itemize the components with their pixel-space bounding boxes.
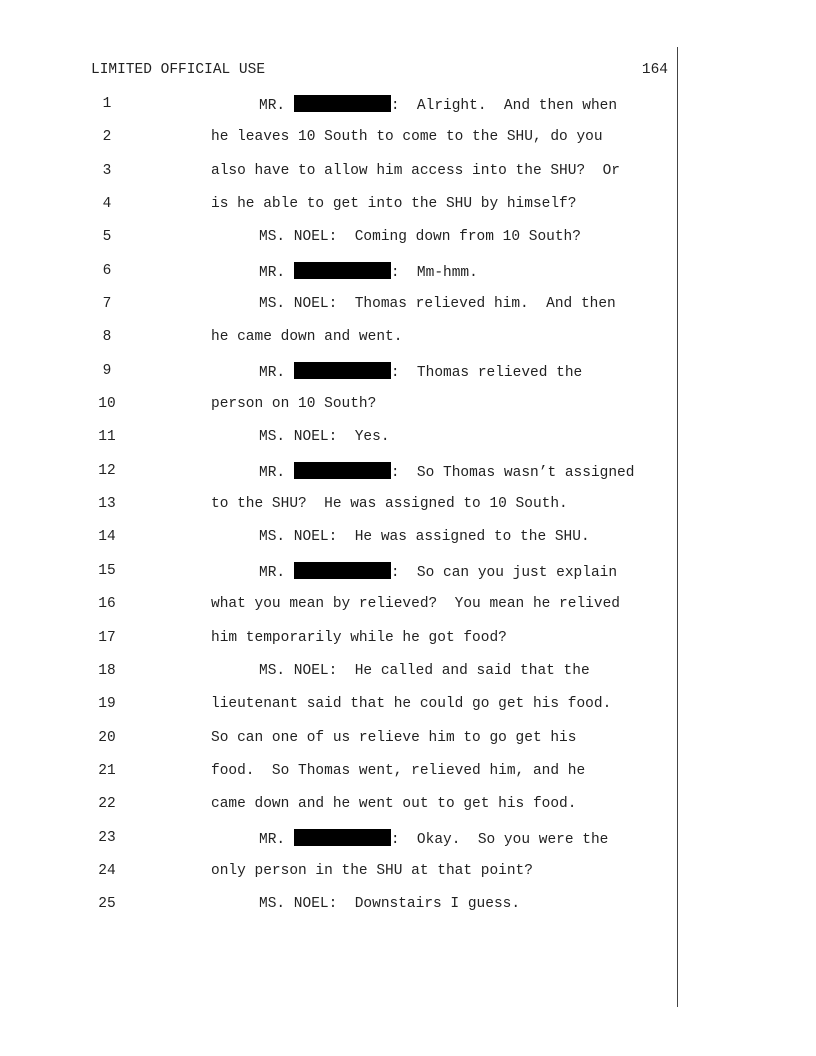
line-number: 19 xyxy=(98,696,116,713)
redaction-box xyxy=(294,362,391,379)
line-number: 17 xyxy=(98,629,116,646)
line-text xyxy=(259,362,582,382)
speaker-label: MR. xyxy=(259,98,286,114)
transcript-line xyxy=(0,495,816,528)
line-number: 15 xyxy=(98,562,116,579)
transcript-line xyxy=(0,95,816,128)
line-number: 4 xyxy=(102,196,112,213)
redaction-box xyxy=(294,829,391,846)
line-text xyxy=(259,662,590,680)
line-text xyxy=(211,595,620,613)
spoken-text: : Mm-hmm. xyxy=(390,264,478,281)
spoken-text: him temporarily while he got food? xyxy=(211,629,507,646)
line-number: 13 xyxy=(98,496,116,513)
spoken-text: : Thomas relieved the xyxy=(390,364,583,381)
transcript-line xyxy=(0,228,816,261)
speaker-label: MR. xyxy=(259,464,286,481)
line-number: 10 xyxy=(98,396,116,413)
spoken-text: person on 10 South? xyxy=(211,396,377,413)
spoken-text: food. So Thomas went, relieved him, and he xyxy=(211,762,586,779)
line-text xyxy=(259,428,390,446)
transcript-line xyxy=(0,295,816,328)
spoken-text: : Okay. So you were the xyxy=(390,831,609,848)
spoken-text: only person in the SHU at that point? xyxy=(211,862,533,879)
line-text xyxy=(211,695,611,713)
line-text xyxy=(259,895,520,913)
line-number: 2 xyxy=(102,129,112,146)
transcript-line xyxy=(0,862,816,895)
transcript-line xyxy=(0,829,816,862)
line-number: 7 xyxy=(102,296,112,313)
line-number: 9 xyxy=(102,362,112,379)
spoken-text: what you mean by relieved? You mean he relived xyxy=(211,596,620,613)
line-number: 16 xyxy=(98,596,116,613)
spoken-text: also have to allow him access into the SHU? Or xyxy=(211,162,620,179)
transcript-line xyxy=(0,362,816,395)
redaction-box xyxy=(294,562,391,579)
transcript-line xyxy=(0,328,816,361)
transcript-line xyxy=(0,762,816,795)
line-text xyxy=(211,629,507,647)
line-text xyxy=(211,195,576,213)
transcript-line xyxy=(0,795,816,828)
speaker-label: MR. xyxy=(259,264,286,281)
transcript-lines xyxy=(0,95,816,929)
line-number: 24 xyxy=(98,862,116,879)
transcript-line xyxy=(0,528,816,561)
line-text xyxy=(211,328,402,346)
line-number: 25 xyxy=(98,896,116,913)
spoken-text: he came down and went. xyxy=(211,329,403,346)
line-number: 21 xyxy=(98,762,116,779)
transcript-line xyxy=(0,128,816,161)
line-text xyxy=(259,562,617,582)
redaction-box xyxy=(294,462,391,479)
line-text xyxy=(211,795,576,813)
classification-header: LIMITED OFFICIAL USE xyxy=(91,62,266,78)
speaker-label: MR. xyxy=(259,564,286,581)
line-number: 12 xyxy=(98,462,116,479)
line-text xyxy=(211,128,603,146)
line-text xyxy=(259,228,581,246)
spoken-text: lieutenant said that he could go get his food. xyxy=(211,696,612,713)
transcript-line xyxy=(0,395,816,428)
spoken-text: is he able to get into the SHU by himself? xyxy=(211,196,577,213)
line-text xyxy=(211,162,620,180)
line-text xyxy=(259,295,616,313)
redaction-box xyxy=(294,262,391,279)
spoken-text: came down and he went out to get his food. xyxy=(211,796,577,813)
line-text xyxy=(259,528,590,546)
line-text xyxy=(211,495,568,513)
transcript-line xyxy=(0,662,816,695)
speaker-label: MR. xyxy=(259,831,286,848)
spoken-text: MS. NOEL: He was assigned to the SHU. xyxy=(259,529,590,546)
transcript-line xyxy=(0,462,816,495)
spoken-text: So can one of us relieve him to go get his xyxy=(211,729,577,746)
line-number: 5 xyxy=(102,229,112,246)
line-text xyxy=(211,395,376,413)
spoken-text: to the SHU? He was assigned to 10 South. xyxy=(211,496,568,513)
spoken-text: MS. NOEL: He called and said that the xyxy=(259,662,590,679)
spoken-text: : Alright. And then when xyxy=(390,98,618,114)
spoken-text: he leaves 10 South to come to the SHU, do you xyxy=(211,129,603,146)
spoken-text: MS. NOEL: Thomas relieved him. And then xyxy=(259,296,616,313)
line-text xyxy=(211,729,576,747)
line-text xyxy=(211,862,533,880)
transcript-line xyxy=(0,162,816,195)
line-text xyxy=(259,95,617,115)
line-number: 23 xyxy=(98,829,116,846)
line-number: 20 xyxy=(98,729,116,746)
line-text xyxy=(259,829,608,849)
line-number: 11 xyxy=(98,429,116,446)
line-text xyxy=(259,462,634,482)
transcript-line xyxy=(0,428,816,461)
transcript-line xyxy=(0,595,816,628)
line-text xyxy=(211,762,585,780)
line-number: 14 xyxy=(98,529,116,546)
transcript-line xyxy=(0,562,816,595)
speaker-label: MR. xyxy=(259,364,286,381)
page-number: 164 xyxy=(641,62,668,78)
line-text xyxy=(259,262,478,282)
line-number: 3 xyxy=(102,162,112,179)
line-number: 8 xyxy=(102,329,112,346)
transcript-line xyxy=(0,195,816,228)
redaction-box xyxy=(294,95,391,112)
line-number: 22 xyxy=(98,796,116,813)
line-number: 1 xyxy=(102,96,112,112)
spoken-text: : So Thomas wasn’t assigned xyxy=(390,464,635,481)
spoken-text: MS. NOEL: Yes. xyxy=(259,429,390,446)
transcript-line xyxy=(0,629,816,662)
transcript-line xyxy=(0,262,816,295)
transcript-line xyxy=(0,895,816,928)
spoken-text: MS. NOEL: Coming down from 10 South? xyxy=(259,229,581,246)
line-number: 6 xyxy=(102,262,112,279)
line-number: 18 xyxy=(98,662,116,679)
spoken-text: MS. NOEL: Downstairs I guess. xyxy=(259,896,521,913)
transcript-line xyxy=(0,729,816,762)
transcript-line xyxy=(0,695,816,728)
spoken-text: : So can you just explain xyxy=(390,564,618,581)
